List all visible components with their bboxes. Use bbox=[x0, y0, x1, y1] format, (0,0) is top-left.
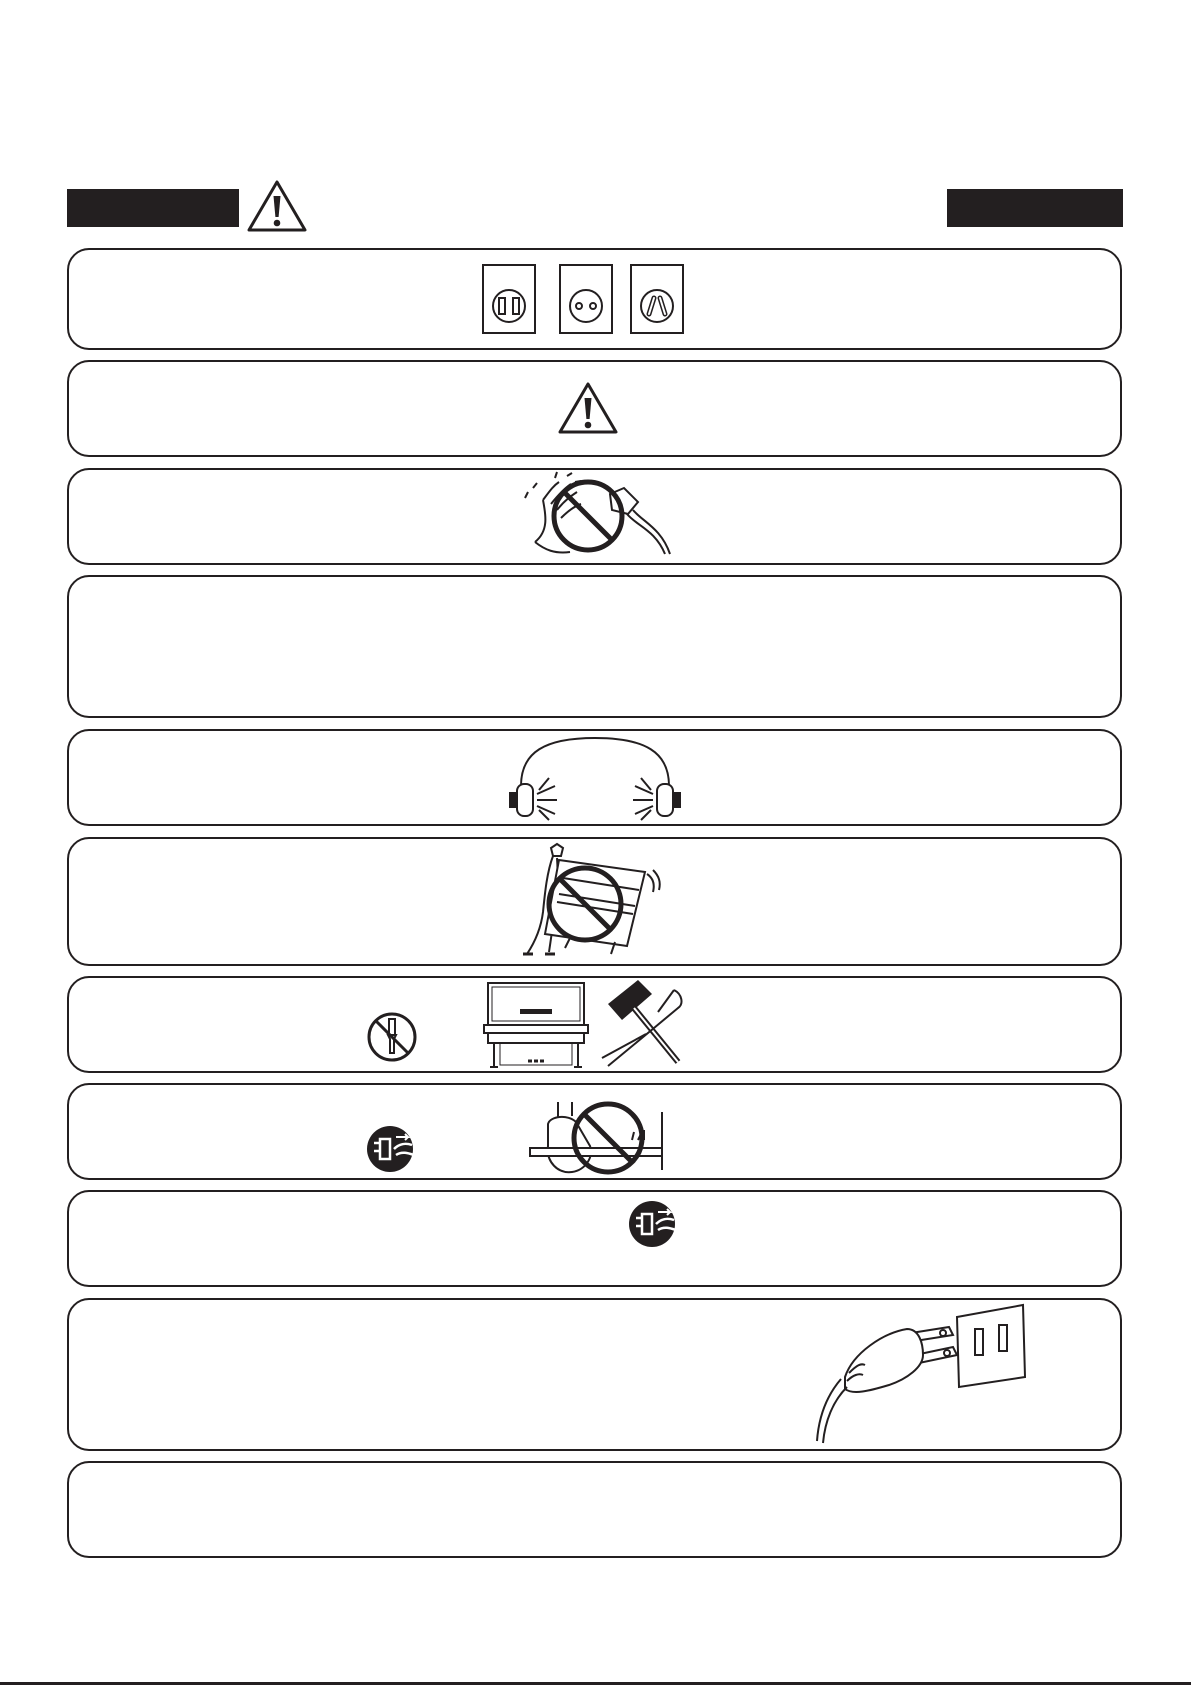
upright-piano-icon bbox=[484, 981, 588, 1069]
crossed-tools-icon bbox=[594, 978, 686, 1070]
angled-pin-outlet-icon bbox=[630, 264, 684, 334]
panel-unplug bbox=[67, 1190, 1122, 1287]
plug-into-outlet-icon bbox=[803, 1303, 1033, 1445]
piano-tilt-prohibited-icon bbox=[515, 842, 665, 960]
no-disassembly-icon bbox=[366, 1011, 418, 1063]
hand-pinch-prohibited-icon bbox=[528, 1100, 668, 1178]
panel-blank-bottom bbox=[67, 1461, 1122, 1558]
unplug-icon bbox=[366, 1125, 418, 1173]
two-pin-outlet-icon bbox=[482, 264, 536, 334]
unplug-icon bbox=[628, 1200, 680, 1248]
header-bar-left bbox=[67, 189, 239, 227]
warning-triangle-icon bbox=[246, 179, 308, 233]
header-bar-right bbox=[947, 189, 1123, 227]
round-pin-outlet-icon bbox=[559, 264, 613, 334]
wet-hand-plug-prohibited-icon bbox=[515, 470, 690, 558]
caution-triangle-icon bbox=[557, 381, 619, 435]
headphones-loud-icon bbox=[505, 734, 685, 822]
panel-blank bbox=[67, 575, 1122, 718]
